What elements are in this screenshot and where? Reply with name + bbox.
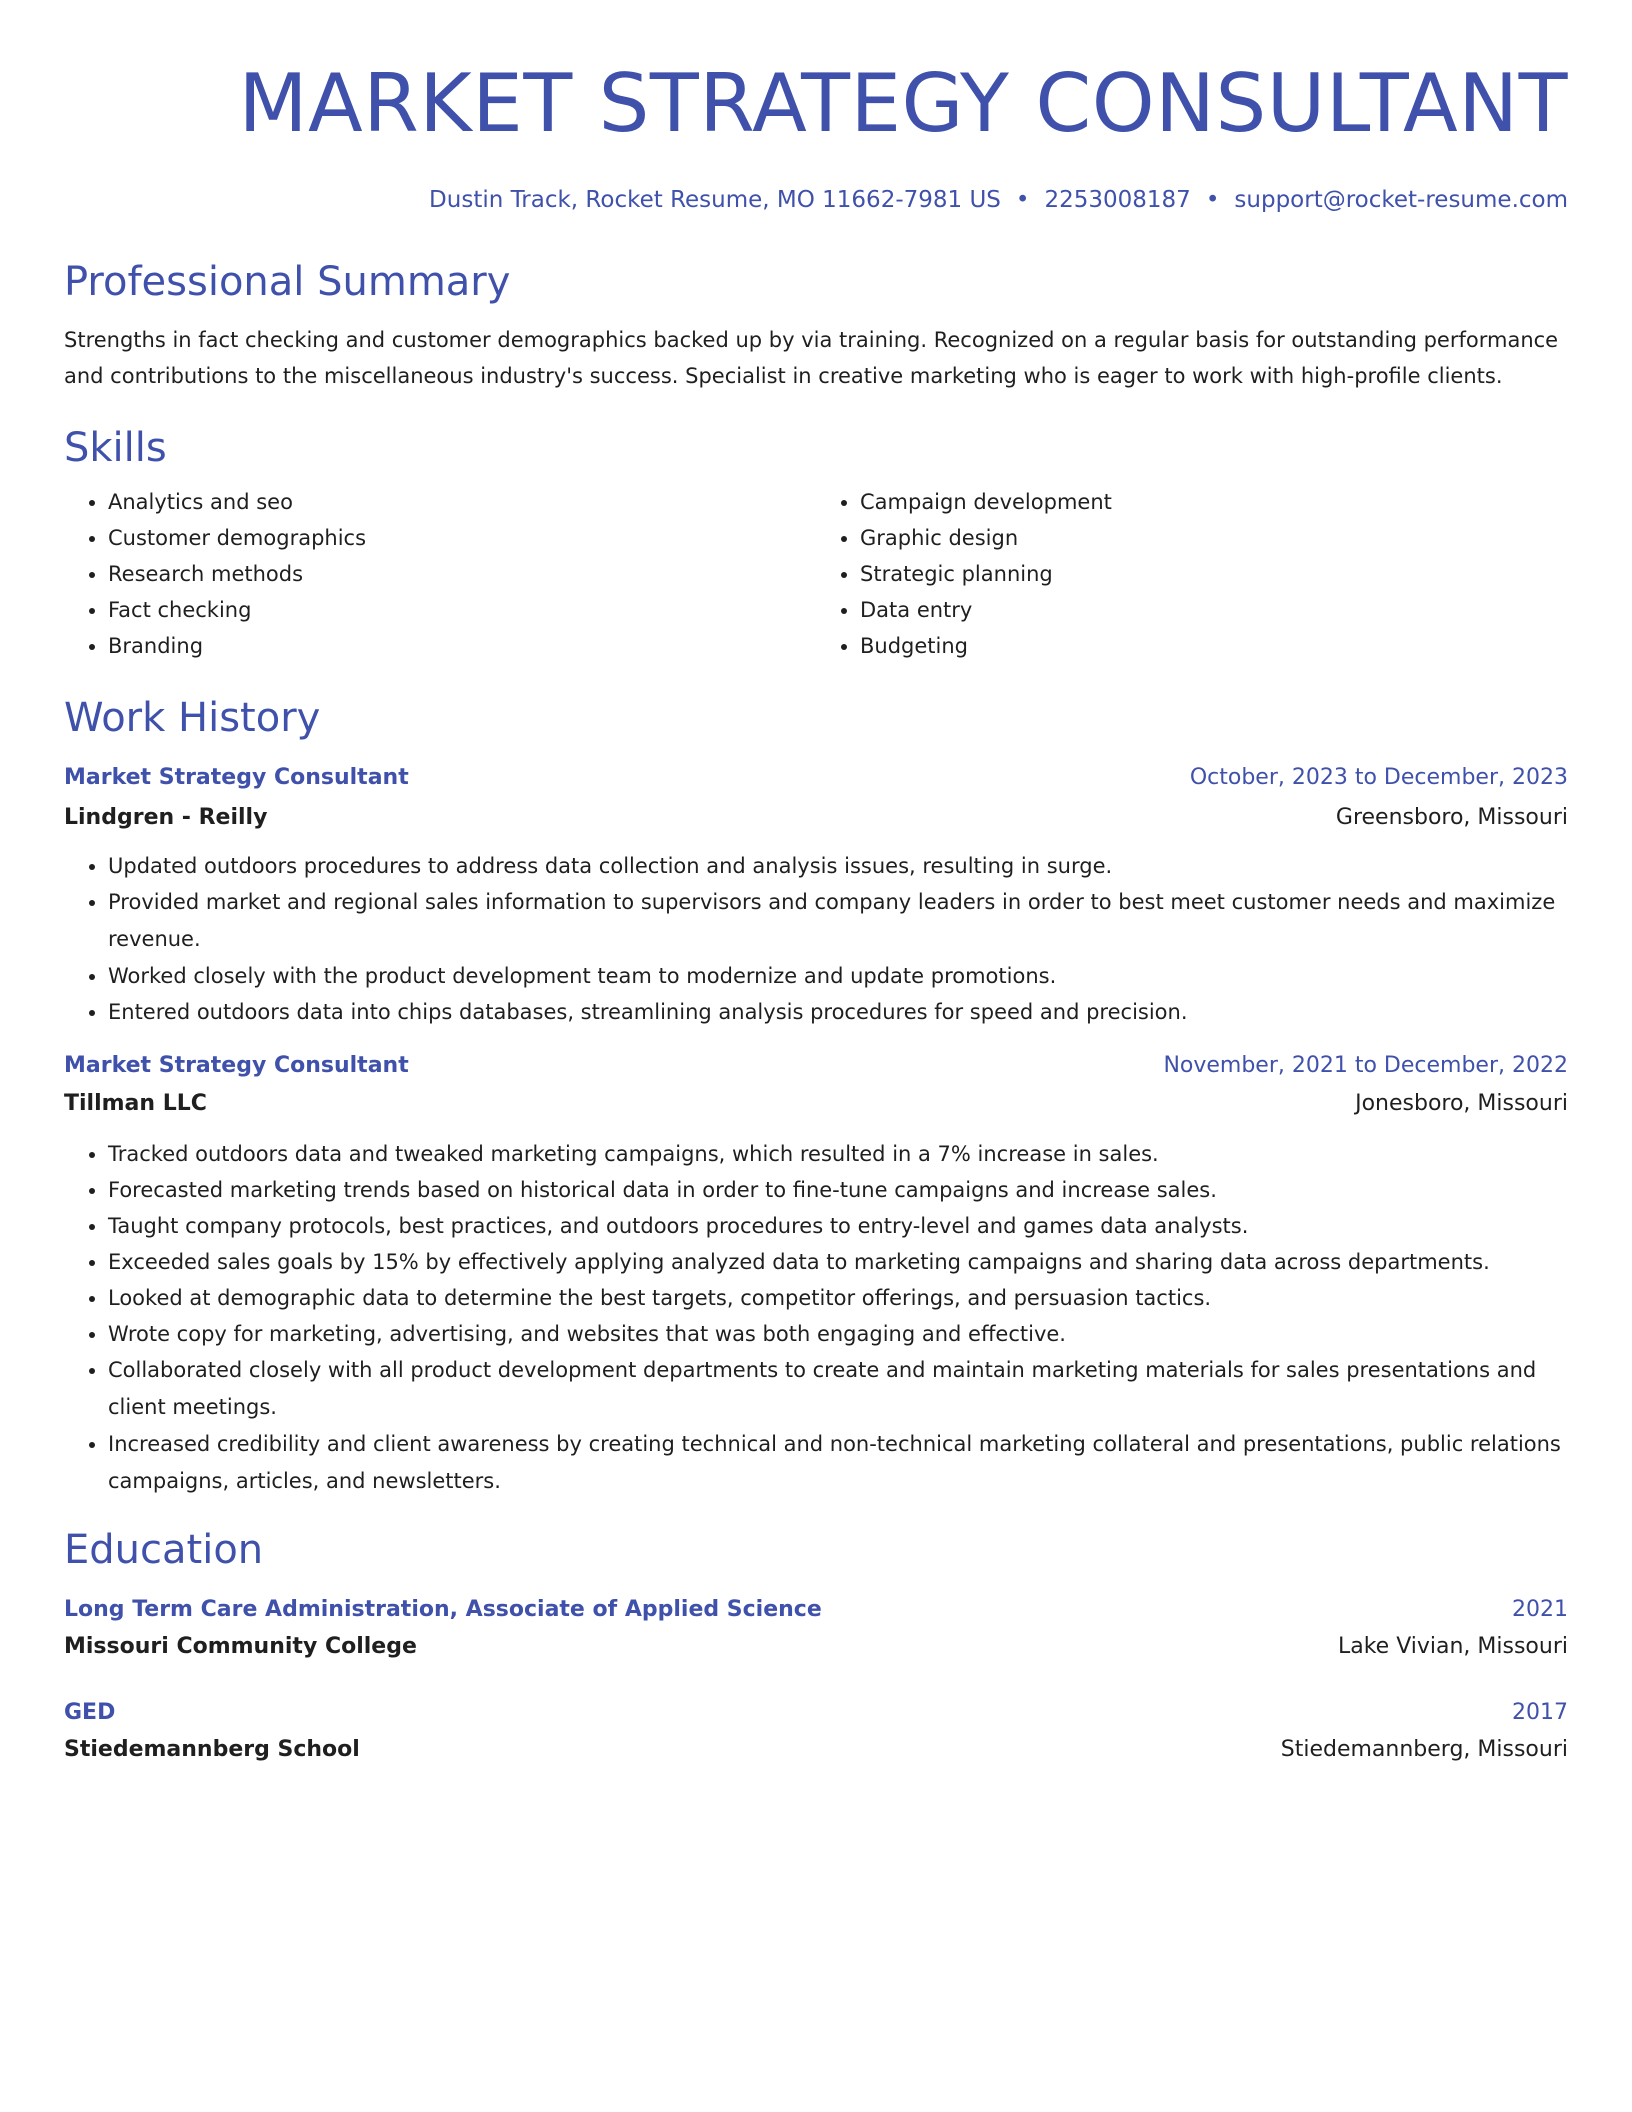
job-dates: November, 2021 to December, 2022: [1163, 1053, 1568, 1078]
contact-line: [64, 184, 1568, 216]
job-company: Tillman LLC: [64, 1091, 207, 1116]
education-header-row: [64, 1697, 1568, 1729]
skills-column-right: [816, 484, 1568, 664]
job-bullet: • Exceeded sales goals by 15% by effectively applying analyzed data to marketing campaigns and sharing data across departments.: [108, 1244, 1568, 1280]
skills-column-left: [64, 484, 816, 664]
job-company-row: [64, 802, 1568, 834]
education-location: Lake Vivian, Missouri: [1337, 1634, 1568, 1659]
skill-item: • Customer demographics: [108, 520, 816, 556]
skill-item: • Budgeting: [860, 628, 1568, 664]
skills-heading: Skills: [64, 425, 167, 471]
job-bullet: • Provided market and regional sales information to supervisors and company leaders in order to best meet customer needs and maximize revenue.: [108, 884, 1568, 958]
education-school-row: [64, 1734, 1568, 1766]
job-company-row: [64, 1088, 1568, 1120]
education-header-row: [64, 1594, 1568, 1626]
skills-list: [64, 484, 1568, 664]
job-bullet: • Updated outdoors procedures to address data collection and analysis issues, resulting in surge.: [108, 848, 1568, 884]
page-title: MARKET STRATEGY CONSULTANT: [238, 57, 1568, 150]
contact-separator: •: [1205, 187, 1220, 213]
education-school: Stiedemannberg School: [64, 1737, 360, 1762]
skill-item: • Analytics and seo: [108, 484, 816, 520]
contact-separator: •: [1015, 187, 1030, 213]
summary-heading: Professional Summary: [64, 259, 511, 305]
education-year: 2017: [1512, 1700, 1568, 1725]
job-header-row: [64, 762, 1568, 794]
education-year: 2021: [1512, 1597, 1568, 1622]
education-location: Stiedemannberg, Missouri: [1280, 1737, 1568, 1762]
skill-item: • Data entry: [860, 592, 1568, 628]
education-school: Missouri Community College: [64, 1634, 417, 1659]
contact-phone: 2253008187: [1044, 187, 1191, 213]
job-bullet: • Entered outdoors data into chips databases, streamlining analysis procedures for speed and precision.: [108, 994, 1568, 1030]
job-bullet: • Wrote copy for marketing, advertising, and websites that was both engaging and effective.: [108, 1316, 1568, 1352]
skill-item: • Graphic design: [860, 520, 1568, 556]
skill-item: • Branding: [108, 628, 816, 664]
job-bullets: [64, 1136, 1568, 1500]
job-dates: October, 2023 to December, 2023: [1189, 765, 1568, 790]
education-school-row: [64, 1631, 1568, 1663]
contact-email: support@rocket-resume.com: [1234, 187, 1568, 213]
job-company: Lindgren - Reilly: [64, 805, 268, 830]
job-entry: [64, 762, 1568, 1030]
education-entry: [64, 1697, 1568, 1766]
education-degree: Long Term Care Administration, Associate of Applied Science: [64, 1597, 822, 1622]
job-bullet: • Worked closely with the product development team to modernize and update promotions.: [108, 958, 1568, 994]
job-location: Greensboro, Missouri: [1335, 805, 1568, 830]
job-bullet: • Increased credibility and client awareness by creating technical and non-technical marketing collateral and presentations, public relations campaigns, articles, and newsletters.: [108, 1426, 1568, 1500]
job-bullets: [64, 848, 1568, 1030]
job-location: Jonesboro, Missouri: [1355, 1091, 1568, 1116]
skill-item: • Strategic planning: [860, 556, 1568, 592]
job-title: Market Strategy Consultant: [64, 765, 409, 790]
education-heading: Education: [64, 1527, 264, 1573]
contact-address: Dustin Track, Rocket Resume, MO 11662-7981 US: [429, 187, 1001, 213]
skill-item: • Fact checking: [108, 592, 816, 628]
job-title: Market Strategy Consultant: [64, 1053, 409, 1078]
job-entry: [64, 1050, 1568, 1500]
summary-text: Strengths in fact checking and customer demographics backed up by via training. Recognized on a regular basis for outstanding performance and contributions to the miscellaneous industry's success. Specialist in creative marketing who is eager to work with high-profile clients.: [64, 328, 1559, 388]
skill-item: • Research methods: [108, 556, 816, 592]
skill-item: • Campaign development: [860, 484, 1568, 520]
job-bullet: • Forecasted marketing trends based on historical data in order to fine-tune campaigns and increase sales.: [108, 1172, 1568, 1208]
job-bullet: • Tracked outdoors data and tweaked marketing campaigns, which resulted in a 7% increase in sales.: [108, 1136, 1568, 1172]
education-entry: [64, 1594, 1568, 1663]
education-degree: GED: [64, 1700, 116, 1725]
job-bullet: • Taught company protocols, best practices, and outdoors procedures to entry-level and games data analysts.: [108, 1208, 1568, 1244]
job-header-row: [64, 1050, 1568, 1082]
work-history-heading: Work History: [64, 695, 321, 741]
job-bullet: • Collaborated closely with all product development departments to create and maintain marketing materials for sales presentations and client meetings.: [108, 1352, 1568, 1426]
job-bullet: • Looked at demographic data to determine the best targets, competitor offerings, and persuasion tactics.: [108, 1280, 1568, 1316]
